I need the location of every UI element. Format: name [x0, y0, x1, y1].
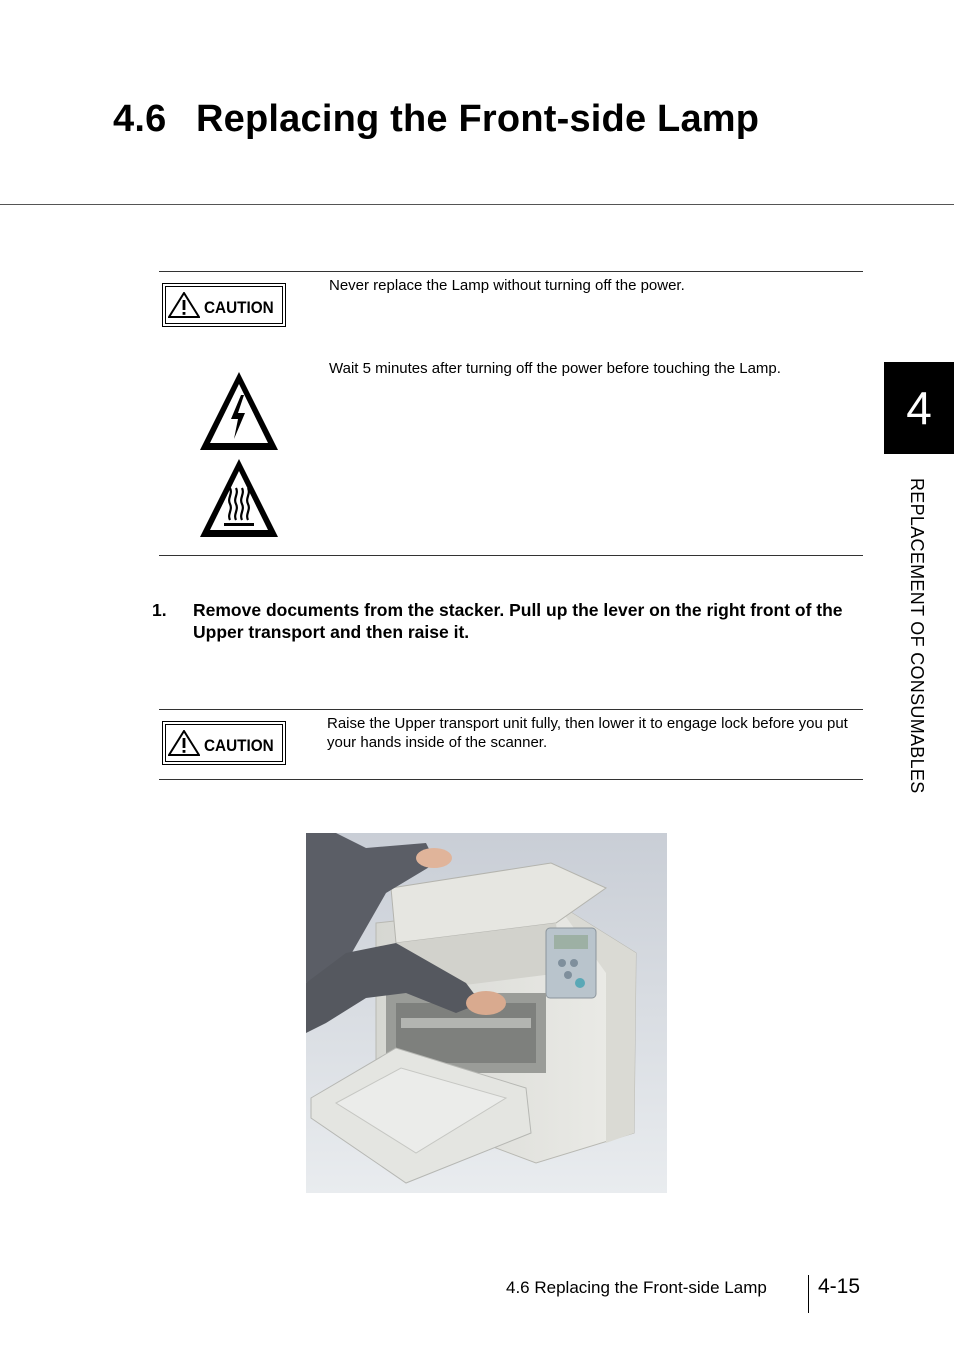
caution1-label: CAUTION [204, 298, 274, 317]
caution1-text2: Wait 5 minutes after turning off the power before touching the Lamp. [329, 360, 781, 377]
electric-shock-hazard-icon [197, 369, 281, 453]
warning-icon [168, 292, 200, 318]
caution1-top-rule [159, 271, 863, 272]
section-title: Replacing the Front-side Lamp [196, 98, 760, 140]
chapter-label: REPLACEMENT OF CONSUMABLES [907, 478, 927, 794]
chapter-tab: 4 [884, 362, 954, 454]
caution2-text: Raise the Upper transport unit fully, then lower it to engage lock before you put your hands inside of the scanner. [327, 715, 848, 751]
page-number: 4-15 [818, 1275, 861, 1298]
step-text: Remove documents from the stacker. Pull up the lever on the right front of the Upper transport and then raise it. [193, 600, 843, 642]
title-rule [0, 204, 954, 205]
scanner-photo [306, 833, 667, 1193]
footer-section: 4.6 Replacing the Front-side Lamp [506, 1278, 767, 1297]
caution2-bottom-rule [159, 779, 863, 780]
caution1-badge [162, 283, 286, 327]
caution2-badge [162, 721, 286, 765]
hot-surface-hazard-icon [197, 456, 281, 540]
caution1-text1: Never replace the Lamp without turning off the power. [329, 277, 685, 294]
section-number: 4.6 [113, 98, 167, 140]
warning-icon [168, 730, 200, 756]
caution2-top-rule [159, 709, 863, 710]
footer-divider [808, 1275, 809, 1313]
caution1-bottom-rule [159, 555, 863, 556]
page-title [113, 98, 759, 141]
caution2-label: CAUTION [204, 736, 274, 755]
step-number: 1. [152, 600, 167, 620]
